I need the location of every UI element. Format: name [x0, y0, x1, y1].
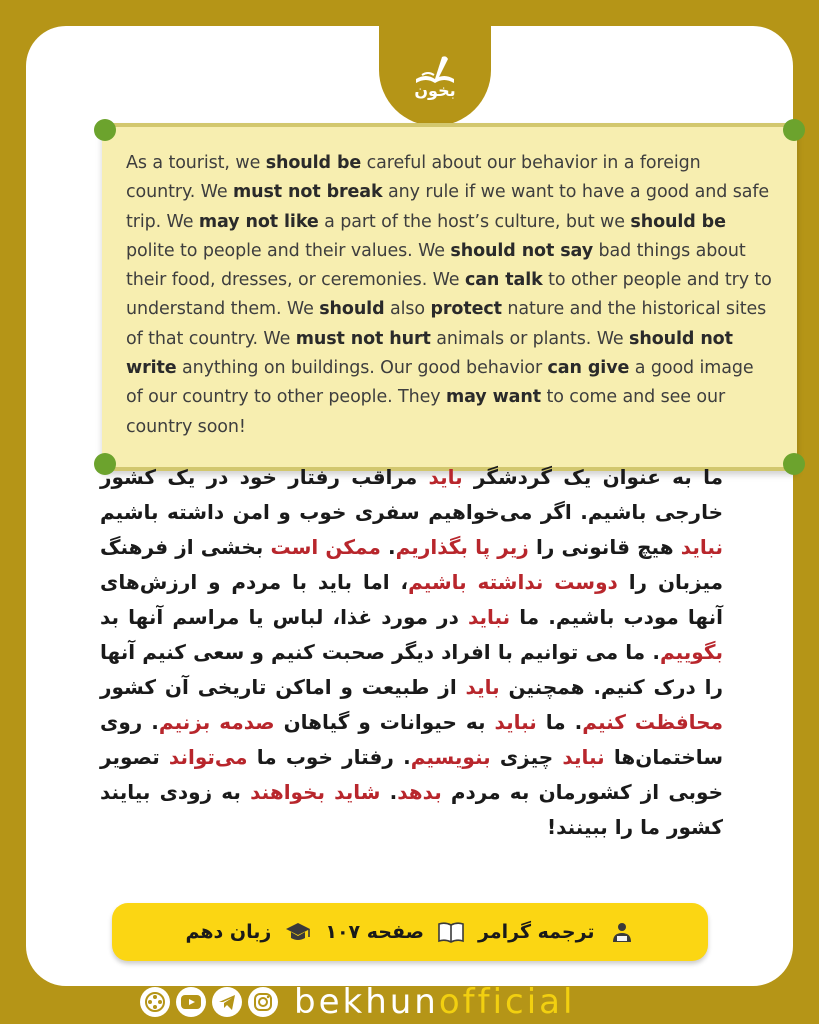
passage-text-segment: to come and see our country soon!: [126, 387, 726, 437]
translation-text-segment: هیچ قانونی را: [528, 535, 681, 559]
info-bar: [112, 903, 708, 961]
passage-text-segment: nature and the historical sites of that country. We: [126, 299, 767, 349]
highlighted-modal-translation: شاید بخواهند: [250, 780, 381, 804]
teacher-icon: [609, 919, 635, 945]
translation-text-segment: . رفتار خوب ما: [247, 745, 411, 769]
grade-label: زبان دهم: [185, 921, 272, 943]
translation-text-segment: ، اما باید با مردم و ارزش‌های آنها مودب باشیم. ما: [100, 570, 723, 629]
translation-text-segment: ما به عنوان یک گردشگر: [462, 465, 724, 489]
modal-verb-phrase: protect: [430, 299, 502, 320]
english-passage-text: [126, 149, 773, 442]
highlighted-modal-translation: بنویسیم: [410, 745, 491, 769]
modal-verb-phrase: can give: [547, 358, 630, 379]
passage-text-segment: also: [384, 299, 431, 320]
highlighted-modal-translation: دوست نداشته باشیم: [408, 570, 618, 594]
modal-verb-phrase: should: [319, 299, 385, 320]
translation-text-segment: تصویر خوبی از کشورمان به مردم: [100, 745, 724, 804]
modal-verb-phrase: may want: [446, 387, 542, 408]
english-passage-scroll: [102, 123, 797, 471]
translation-text-segment: چیزی: [490, 745, 563, 769]
highlighted-modal-translation: صدمه بزنیم: [158, 710, 275, 734]
logo: [395, 41, 475, 111]
aparat-icon[interactable]: [140, 987, 170, 1017]
open-book-icon: [438, 919, 464, 945]
brand-handle: bekhunofficial: [294, 982, 576, 1022]
footer-social-bar: [140, 982, 575, 1022]
modal-verb-phrase: should be: [265, 153, 362, 173]
passage-text-segment: careful about our behavior in a foreign country. We: [126, 153, 701, 203]
youtube-icon[interactable]: [176, 987, 206, 1017]
modal-verb-phrase: must not hurt: [295, 328, 431, 349]
passage-text-segment: anything on buildings. Our good behavior: [176, 358, 548, 379]
translation-text-segment: .: [380, 780, 398, 804]
highlighted-modal-translation: می‌تواند: [168, 745, 248, 769]
modal-verb-phrase: should be: [630, 211, 726, 232]
translation-text-segment: در مورد غذا، لباس یا مراسم آنها بد: [100, 605, 468, 629]
passage-text-segment: a good image of our country to other people. They: [126, 358, 754, 408]
translation-text-segment: . ما می توانیم با افراد دیگر صحبت کنیم و سعی کنیم آنها را درک کنیم. همچنین: [100, 640, 723, 699]
modal-verb-phrase: should not write: [126, 328, 733, 379]
instagram-icon[interactable]: [248, 987, 278, 1017]
highlighted-modal-translation: بگوییم: [659, 640, 723, 664]
modal-verb-phrase: may not like: [198, 211, 319, 232]
translation-text-segment: مراقب رفتار خود در یک کشور خارجی باشیم. اگر می‌خواهیم سفری خوب و امن داشته باشیم: [100, 465, 723, 524]
translation-text-segment: از طبیعت و اماکن تاریخی آن کشور: [100, 675, 466, 699]
highlighted-modal-translation: ممکن است: [270, 535, 381, 559]
passage-text-segment: animals or plants. We: [430, 328, 630, 349]
translation-text-segment: به زودی بیایند کشور ما را ببینند!: [100, 780, 723, 839]
modal-verb-phrase: should not say: [450, 240, 594, 261]
graduation-cap-icon: [285, 919, 311, 945]
page-label: صفحه ۱۰۷: [325, 921, 425, 943]
highlighted-modal-translation: باید: [465, 675, 500, 699]
logo-badge: [379, 26, 491, 126]
highlighted-modal-translation: نباید: [494, 710, 537, 734]
telegram-icon[interactable]: [212, 987, 242, 1017]
passage-text-segment: to other people and try to understand them. We: [126, 270, 772, 320]
grammar-label: ترجمه گرامر: [478, 921, 595, 943]
logo-text: بخون: [414, 80, 456, 100]
passage-text-segment: any rule if we want to have a good and safe trip. We: [126, 182, 770, 232]
translation-text-segment: به حیوانات و گیاهان: [274, 710, 495, 734]
highlighted-modal-translation: محافظت کنیم: [582, 710, 723, 734]
translation-text-segment: . روی ساختمان‌ها: [100, 710, 723, 769]
highlighted-modal-translation: نباید: [467, 605, 511, 629]
translation-text-segment: . ما: [536, 710, 583, 734]
translation-text-segment: .: [380, 535, 396, 559]
modal-verb-phrase: can talk: [464, 270, 543, 291]
persian-translation-text: [100, 460, 723, 845]
highlighted-modal-translation: نباید: [562, 745, 605, 769]
passage-text-segment: polite to people and their values. We: [126, 240, 451, 261]
highlighted-modal-translation: باید: [428, 465, 463, 489]
translation-text-segment: بخشی از فرهنگ میزبان را: [100, 535, 724, 594]
modal-verb-phrase: must not break: [232, 182, 383, 203]
passage-text-segment: a part of the host’s culture, but we: [318, 211, 631, 232]
highlighted-modal-translation: نباید: [680, 535, 724, 559]
highlighted-modal-translation: بدهد: [397, 780, 442, 804]
highlighted-modal-translation: زیر پا بگذاریم: [395, 535, 529, 559]
passage-text-segment: bad things about their food, dresses, or ceremonies. We: [126, 240, 746, 291]
passage-text-segment: As a tourist, we: [126, 153, 266, 173]
